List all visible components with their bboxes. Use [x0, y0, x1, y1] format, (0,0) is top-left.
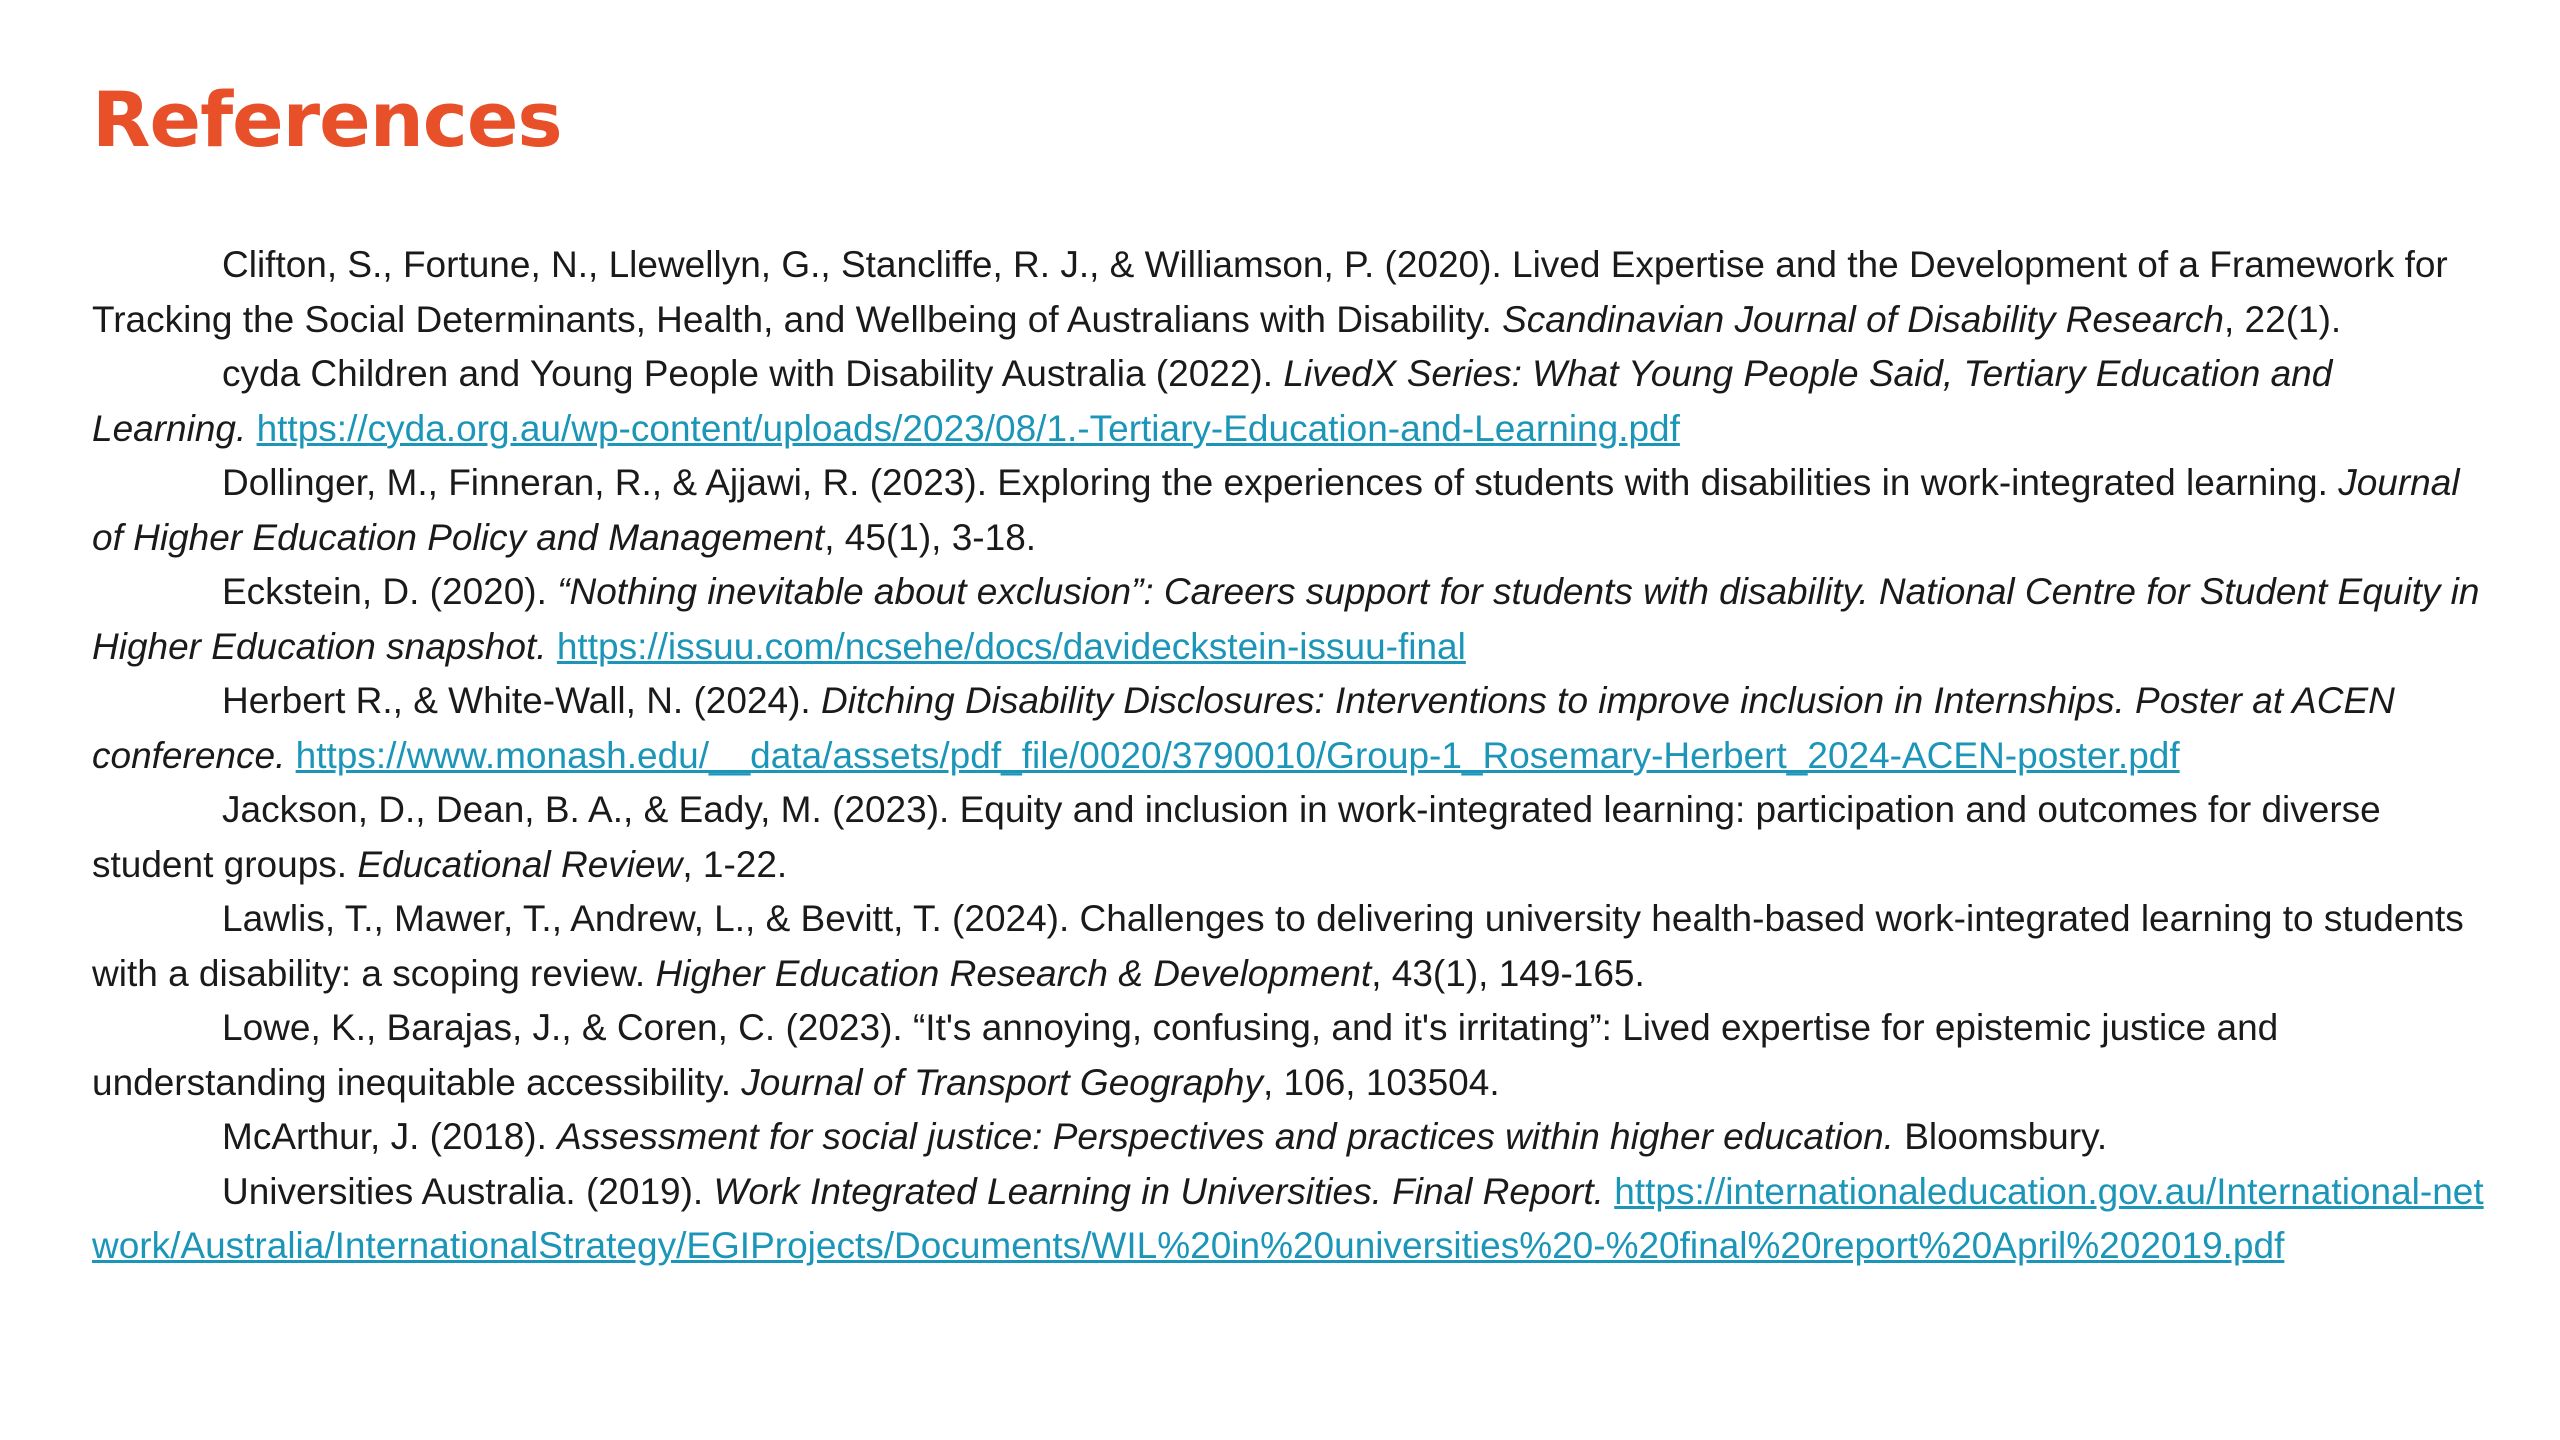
reference-text: Clifton, S., Fortune, N., Llewellyn, G., Stancliffe, R. J., & Williamson, P. (2020). Lived Expertise and the Development of a Framework for Tracking the Social Determinants, Health, and Wellbeing of Australians with Disability.: [92, 244, 2448, 340]
reference-details: [1604, 1171, 1614, 1212]
reference-text: Jackson, D., Dean, B. A., & Eady, M. (2023). Equity and inclusion in work-integrated learning: participation and outcomes for diverse student groups.: [92, 789, 2381, 885]
reference-source: “Nothing inevitable about exclusion”: Careers support for students with disability. National Centre for Student Equity in Higher Education snapshot.: [92, 571, 2480, 667]
reference-source: LivedX Series: What Young People Said, Tertiary Education and Learning.: [92, 353, 2333, 449]
reference-item: [92, 347, 2492, 456]
reference-item: [92, 783, 2492, 892]
reference-item: [92, 674, 2492, 783]
reference-details: , 106, 103504.: [1263, 1061, 1500, 1103]
reference-text: Lawlis, T., Mawer, T., Andrew, L., & Bevitt, T. (2024). Challenges to delivering university health-based work-integrated learning to students with a disability: a scoping review.: [92, 898, 2464, 994]
reference-source: Journal of Transport Geography: [741, 1061, 1263, 1103]
reference-item: [92, 1110, 2492, 1165]
reference-item: [92, 892, 2492, 1001]
reference-details: , 43(1), 149-165.: [1371, 952, 1645, 994]
reference-source: Higher Education Research & Development: [655, 952, 1372, 994]
reference-item: [92, 456, 2492, 565]
reference-link[interactable]: https://cyda.org.au/wp-content/uploads/2023/08/1.-Tertiary-Education-and-Learning.pdf: [256, 407, 1680, 449]
reference-details: , 22(1).: [2223, 298, 2342, 340]
reference-text: Universities Australia. (2019).: [222, 1170, 714, 1212]
reference-item: [92, 1165, 2492, 1274]
reference-item: [92, 1001, 2492, 1110]
reference-text: Dollinger, M., Finneran, R., & Ajjawi, R. (2023). Exploring the experiences of students with disabilities in work-integrated learning.: [222, 462, 2339, 503]
reference-details: [285, 735, 295, 776]
reference-text: cyda Children and Young People with Disability Australia (2022).: [222, 353, 1284, 394]
reference-source: Scandinavian Journal of Disability Research: [1502, 298, 2224, 340]
reference-link[interactable]: https://internationaleducation.gov.au/International-network/Australia/InternationalStrategy/EGIProjects/Documents/WIL%20in%20universities%20-%20final%20report%20April%202019.pdf: [92, 1170, 2484, 1266]
reference-source: Educational Review: [357, 843, 683, 885]
reference-text: McArthur, J. (2018).: [222, 1116, 558, 1157]
reference-details: [547, 626, 557, 667]
reference-details: , 45(1), 3-18.: [824, 516, 1037, 558]
reference-source: Assessment for social justice: Perspectives and practices within higher education.: [557, 1116, 1894, 1157]
reference-source: Ditching Disability Disclosures: Interventions to improve inclusion in Internships. Poster at ACEN conference.: [92, 680, 2395, 776]
reference-item: [92, 238, 2492, 347]
reference-source: Work Integrated Learning in Universities. Final Report.: [713, 1170, 1604, 1212]
reference-link[interactable]: https://issuu.com/ncsehe/docs/davideckstein-issuu-final: [556, 625, 1466, 667]
reference-link[interactable]: https://www.monash.edu/__data/assets/pdf_file/0020/3790010/Group-1_Rosemary-Herbert_2024-ACEN-poster.pdf: [295, 734, 2180, 776]
reference-text: Herbert R., & White-Wall, N. (2024).: [222, 680, 821, 721]
reference-source: Journal of Higher Education Policy and Management: [92, 462, 2460, 558]
reference-item: [92, 565, 2492, 674]
reference-text: Lowe, K., Barajas, J., & Coren, C. (2023). “It's annoying, confusing, and it's irritating”: Lived expertise for epistemic justice and understanding inequitable accessibility.: [92, 1007, 2279, 1103]
reference-text: Eckstein, D. (2020).: [222, 571, 558, 612]
reference-details: , 1-22.: [682, 843, 788, 885]
reference-details: Bloomsbury.: [1893, 1116, 2108, 1157]
reference-details: [246, 408, 256, 449]
page-title: References: [92, 75, 562, 164]
reference-list: [92, 238, 2492, 1274]
